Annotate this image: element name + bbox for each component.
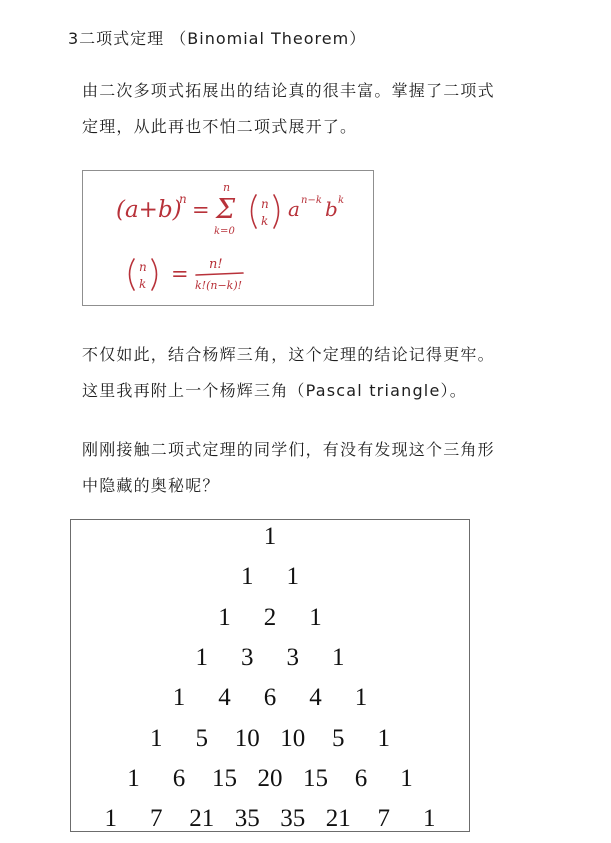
formula-term-b-exponent: k <box>338 195 345 206</box>
binom-left-paren-2 <box>130 259 135 290</box>
binom-right-paren-2 <box>152 259 157 290</box>
formula-lhs: (a+b) <box>116 197 182 223</box>
fraction-numerator: n! <box>209 257 223 272</box>
pascal-number: 1 <box>195 643 208 671</box>
pascal-number: 15 <box>212 764 237 792</box>
pascal-triangle-image <box>70 519 470 832</box>
binom-left-paren-1 <box>252 195 257 228</box>
formula-term-a: a <box>288 197 300 221</box>
pascal-number: 3 <box>286 643 299 671</box>
sum-symbol: Σ <box>216 194 236 225</box>
handwritten-formula <box>83 171 375 307</box>
pascal-number: 2 <box>263 603 277 631</box>
pascal-number: 1 <box>172 684 186 712</box>
formula-equals-1: = <box>192 198 210 222</box>
pascal-number: 7 <box>377 805 390 833</box>
binomial-formula-image <box>82 170 374 306</box>
binom-top-1: n <box>261 197 269 211</box>
binom-bottom-2: k <box>139 277 147 291</box>
pascal-number: 10 <box>234 724 260 752</box>
sum-lower-limit: k=0 <box>214 226 235 237</box>
intro-line-1: 由二次多项式拓展出的结论真的很丰富。掌握了二项式 <box>82 81 495 100</box>
pascal-row-4 <box>71 682 469 722</box>
pascal-number: 15 <box>303 764 328 792</box>
pascal-number: 5 <box>195 724 208 752</box>
formula-equals-2: = <box>171 262 189 286</box>
pascal-number: 6 <box>263 684 277 712</box>
question-line-1: 刚刚接触二项式定理的同学们，有没有发现这个三角形 <box>82 440 495 459</box>
pascal-row-2 <box>71 602 469 642</box>
pascal-number: 1 <box>150 724 163 752</box>
binom-top-2: n <box>139 260 147 274</box>
formula-term-a-exponent: n−k <box>301 195 322 206</box>
pascal-intro-line-1: 不仅如此，结合杨辉三角，这个定理的结论记得更牢。 <box>82 345 495 364</box>
binom-right-paren-1 <box>274 195 279 228</box>
pascal-number: 35 <box>234 805 260 833</box>
pascal-row-0 <box>71 521 469 561</box>
question-line-2: 中隐藏的奥秘呢？ <box>82 476 220 495</box>
pascal-number: 6 <box>354 764 368 792</box>
formula-lhs-exponent: n <box>179 192 187 206</box>
pascal-number: 4 <box>309 684 322 712</box>
pascal-number: 1 <box>423 805 436 833</box>
pascal-number: 7 <box>150 805 163 833</box>
pascal-number: 21 <box>189 805 215 833</box>
pascal-number: 1 <box>377 724 390 752</box>
pascal-number: 1 <box>354 684 368 712</box>
pascal-number: 1 <box>127 764 140 792</box>
pascal-number: 4 <box>218 684 231 712</box>
pascal-number: 10 <box>280 724 306 752</box>
pascal-intro-paragraph <box>82 337 562 409</box>
pascal-number: 1 <box>104 805 117 833</box>
pascal-row-7 <box>71 803 469 843</box>
pascal-number: 1 <box>286 563 299 591</box>
intro-paragraph <box>82 73 562 145</box>
pascal-number: 1 <box>400 764 413 792</box>
pascal-number: 1 <box>332 643 345 671</box>
section-heading: 3二项式定理 （Binomial Theorem） <box>68 29 367 48</box>
pascal-intro-line-2: 这里我再附上一个杨辉三角（Pascal triangle）。 <box>82 381 467 400</box>
question-paragraph <box>82 432 562 504</box>
sum-upper-limit: n <box>223 181 231 194</box>
intro-line-2: 定理，从此再也不怕二项式展开了。 <box>82 117 358 136</box>
pascal-number: 1 <box>241 563 254 591</box>
pascal-number: 1 <box>263 523 277 550</box>
formula-term-b: b <box>325 197 338 221</box>
fraction-bar <box>196 273 243 275</box>
pascal-row-5 <box>71 723 469 763</box>
pascal-number: 5 <box>332 724 345 752</box>
pascal-number: 1 <box>218 603 231 631</box>
pascal-number: 21 <box>325 805 351 833</box>
binom-bottom-1: k <box>261 214 269 228</box>
pascal-number: 1 <box>309 603 322 631</box>
pascal-row-1 <box>71 561 469 601</box>
pascal-number: 35 <box>280 805 306 833</box>
pascal-number: 20 <box>257 764 283 792</box>
fraction-denominator: k!(n−k)! <box>195 279 243 292</box>
pascal-number: 6 <box>172 764 186 792</box>
pascal-number: 3 <box>241 643 254 671</box>
pascal-row-3 <box>71 642 469 682</box>
pascal-row-6 <box>71 763 469 803</box>
